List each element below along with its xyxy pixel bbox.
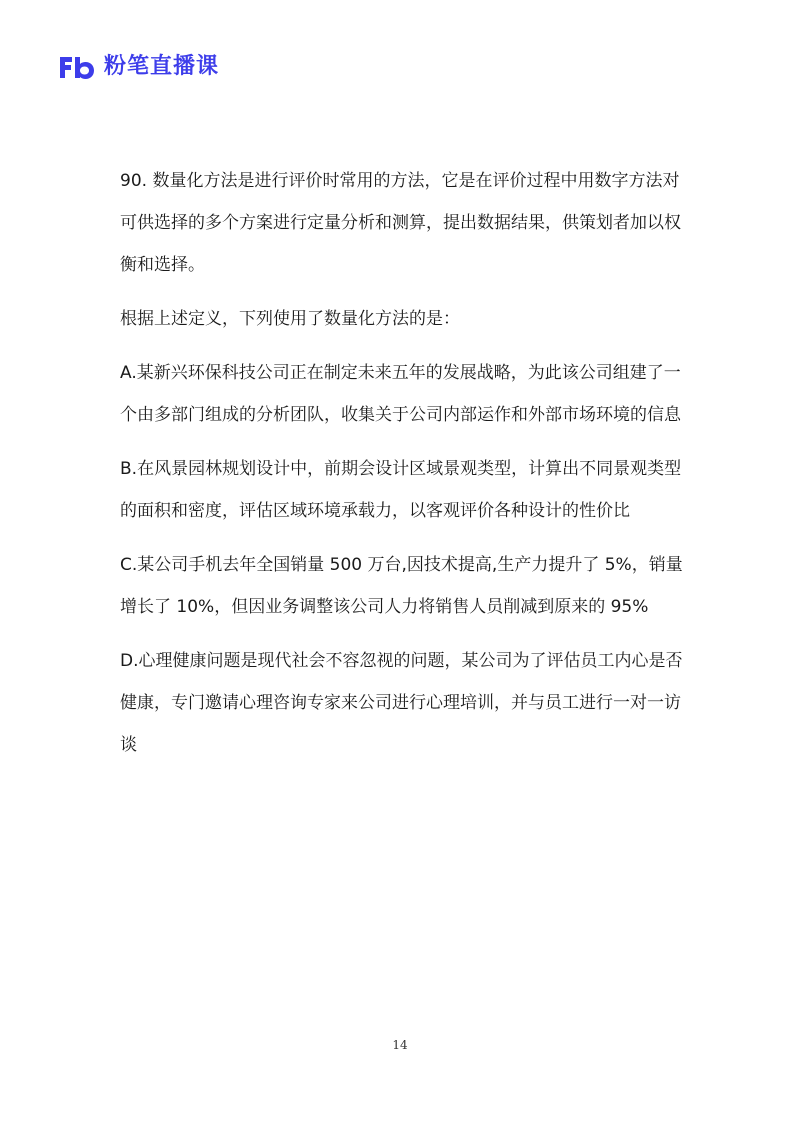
- question-stem: 90. 数量化方法是进行评价时常用的方法，它是在评价过程中用数字方法对可供选择的多个方案进行定量分析和测算，提出数据结果，供策划者加以权衡和选择。: [120, 171, 681, 275]
- fenbi-logo-icon: [58, 54, 96, 80]
- option-a: A.某新兴环保科技公司正在制定未来五年的发展战略，为此该公司组建了一个由多部门组成的分析团队，收集关于公司内部运作和外部市场环境的信息: [120, 363, 681, 425]
- option-b: B.在风景园林规划设计中，前期会设计区域景观类型，计算出不同景观类型的面积和密度，评估区域环境承载力，以客观评价各种设计的性价比: [120, 459, 682, 521]
- option-d: D.心理健康问题是现代社会不容忽视的问题，某公司为了评估员工内心是否健康，专门邀请心理咨询专家来公司进行心理培训，并与员工进行一对一访谈: [120, 651, 683, 755]
- question-prompt: 根据上述定义，下列使用了数量化方法的是：: [120, 309, 460, 329]
- option-c: C.某公司手机去年全国销量 500 万台,因技术提高,生产力提升了 5%，销量增长了 10%，但因业务调整该公司人力将销售人员削减到原来的 95%: [120, 555, 683, 617]
- question-body: [120, 160, 690, 778]
- brand-name: 粉笔直播课: [104, 54, 220, 79]
- page-number: 14: [392, 1038, 408, 1052]
- page-header: [58, 52, 219, 82]
